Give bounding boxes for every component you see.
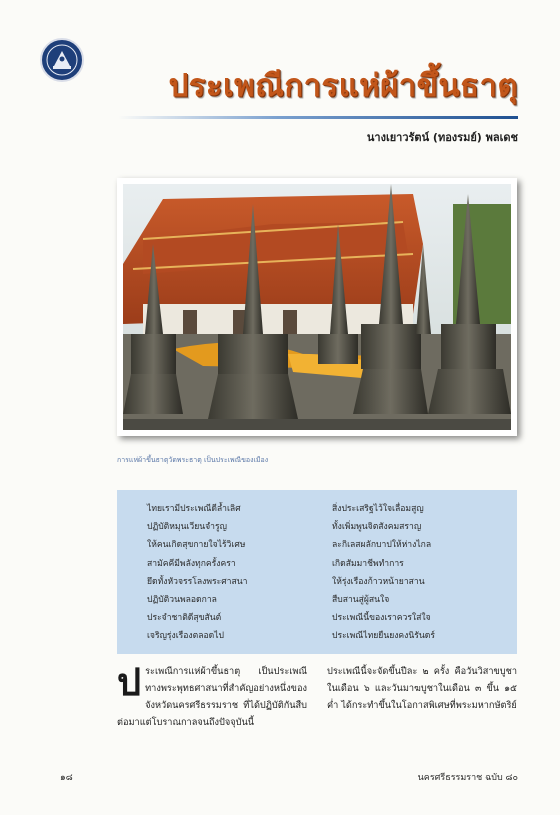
temple-photo <box>123 184 511 430</box>
page-number: ๑๘ <box>60 773 73 783</box>
poem-right-column <box>332 500 435 646</box>
poem-line: เกิดสัมมาชีพทำการ <box>332 558 404 569</box>
photo-caption: การแห่ผ้าขึ้นธาตุวัดพระธาตุ เป็นประเพณีของเมือง <box>117 456 269 464</box>
emblem-logo <box>40 38 84 82</box>
poem-line: ทั้งเพิ่มพูนจิตสังคมสราญ <box>332 522 422 533</box>
poem-line: ประจำชาติดีสุขสันต์ <box>147 613 222 624</box>
body-column-left <box>117 659 307 731</box>
poem-box <box>117 490 517 654</box>
poem-line: ประเพณีไทยยืนยงคงนิรันดร์ <box>332 631 435 642</box>
poem-line: ปฏิบัติหมุนเวียนจำรูญ <box>147 522 227 533</box>
poem-line: ไทยเรามีประเพณีดีล้ำเลิศ <box>147 504 241 514</box>
poem-line: สืบสานสู่ผู้สนใจ <box>332 595 390 606</box>
body-paragraph: ประเพณีนี้จะจัดขึ้นปีละ ๒ ครั้ง คือวันวิสาขบูชาในเดือน ๖ และวันมาฆบูชาในเดือน ๓ ขึ้น ๑๕ ค่ำ ได้กระทำขึ้นในโอกาสพิเศษที่พระมหากษัตริย์ <box>327 666 517 711</box>
page-title: ประเพณีการแห่ผ้าขึ้นธาตุ <box>168 68 518 104</box>
poem-line: ประเพณีนี้ของเราควรใส่ใจ <box>332 613 431 624</box>
body-paragraph: ระเพณีการแห่ผ้าขึ้นธาตุ เป็นประเพณีทางพระพุทธศาสนาที่สำคัญอย่างหนึ่งของจังหวัดนครศรีธรรมราช ที่ได้ปฏิบัติกันสืบต่อมาแต่โบราณกาลจนถึงปัจจุบันนี้ <box>117 666 307 728</box>
poem-left-column <box>147 500 247 646</box>
drop-cap: ป <box>117 659 142 704</box>
title-rule <box>118 116 518 119</box>
poem-line: ละกิเลสผลักบาปให้ห่างไกล <box>332 540 432 551</box>
poem-line: ให้คนเกิดสุขกายใจไร้วิเศษ <box>147 540 246 551</box>
photo-frame <box>117 178 517 436</box>
body-column-right <box>327 663 517 714</box>
poem-line: สิ่งประเสริฐไว้ใจเลื่อมสูญ <box>332 504 424 514</box>
poem-line: ปฏิบัติวนพลอดกาล <box>147 595 217 606</box>
running-footer: นครศรีธรรมราช ฉบับ ๘๐ <box>417 773 518 783</box>
author-byline: นางเยาวรัตน์ (ทองรมย์) พลเดช <box>366 131 518 144</box>
poem-line: ยึดทั้งหัวจรรโลงพระศาสนา <box>147 576 248 587</box>
poem-line: ให้รุ่งเรืองก้าวหน้ายาสาน <box>332 576 425 587</box>
poem-line: สามัคคีมีพลังทุกครั้งครา <box>147 558 236 569</box>
poem-line: เจริญรุ่งเรืองตลอดไป <box>147 631 224 642</box>
